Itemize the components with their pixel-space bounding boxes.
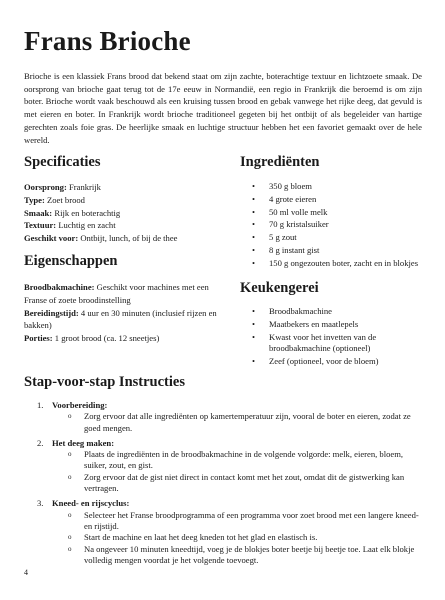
tool-item: • Zeef (optioneel, voor de bloem)	[240, 356, 422, 367]
step-item	[24, 438, 422, 494]
steps-heading: Stap-voor-stap Instructies	[24, 374, 185, 390]
step-item	[24, 400, 422, 434]
ingredient-item: • 50 ml volle melk	[240, 207, 422, 218]
page-title: Frans Brioche	[24, 26, 191, 56]
ingredient-item: • 5 g zout	[240, 232, 422, 243]
prop-item: Bereidingstijd: 4 uur en 30 minuten (inclusief rijzen en bakken)	[24, 307, 217, 331]
tools-heading: Keukengerei	[240, 280, 319, 297]
ingredients-heading: Ingrediënten	[240, 154, 320, 170]
ingredient-item: • 4 grote eieren	[240, 194, 422, 205]
spec-item: Textuur: Luchtig en zacht	[24, 220, 116, 231]
substep-item: o Zorg ervoor dat de gist niet direct in contact komt met het zout, omdat dit de gistwerking kan vertragen.	[52, 472, 422, 495]
ingredient-item: • 8 g instant gist	[240, 245, 422, 256]
step-item	[24, 498, 422, 566]
substep-item: o Zorg ervoor dat alle ingrediënten op kamertemperatuur zijn, vooral de boter en eieren, zodat ze goed mengen.	[52, 411, 422, 434]
substep-item: o Selecteer het Franse broodprogramma of een programma voor zoet brood met een langere kneed- en rijstijd.	[52, 510, 422, 533]
specs-heading: Specificaties	[24, 154, 101, 170]
ingredient-item: • 150 g ongezouten boter, zacht en in blokjes	[240, 258, 422, 269]
left-column	[24, 154, 224, 345]
step-substeps	[52, 510, 422, 566]
step-title: Voorbereiding:	[52, 400, 108, 410]
specs-list	[24, 181, 224, 245]
prop-item: Porties: 1 groot brood (ca. 12 sneetjes)	[24, 333, 160, 344]
intro-paragraph: Brioche is een klassiek Frans brood dat bekend staat om zijn zachte, boterachtige textuur en lichtzoete smaak. De oorsprong van brioche gaat terug tot de 17e eeuw in Normandië, een regio in Frankrijk die beroemd is om zijn boter. Brioche wordt vaak beschouwd als een kruising tussen brood en gebak vanwege het rijke deeg, dat gevuld is met eieren en boter. In Frankrijk wordt brioche traditioneel gegeten bij het ontbijt of als begeleider van hartige gerechten zoals foie gras. De heerlijke smaak en luchtige structuur hebben het een favoriet gemaakt over de hele wereld.	[24, 71, 422, 145]
steps-list	[24, 400, 422, 570]
ingredient-item: • 70 g kristalsuiker	[240, 219, 422, 230]
step-title: Het deeg maken:	[52, 437, 115, 448]
substep-item: o Na ongeveer 10 minuten kneedtijd, voeg je de blokjes boter beetje bij beetje toe. Laat elk blokje volledig mengen voordat je het volgende toevoegt.	[52, 544, 422, 567]
tools-list	[240, 306, 422, 367]
spec-item: Smaak: Rijk en boterachtig	[24, 207, 121, 218]
tool-item: • Maatbekers en maatlepels	[240, 319, 422, 330]
tool-item: • Kwast voor het invetten van de broodbakmachine (optioneel)	[240, 332, 422, 355]
ingredients-list	[240, 181, 422, 269]
step-number: 2.	[37, 437, 44, 448]
props-heading: Eigenschappen	[24, 252, 118, 269]
substep-item: o Plaats de ingrediënten in de broodbakmachine in de volgende volgorde: melk, eieren, bloem, suiker, zout, en gist.	[52, 449, 422, 472]
spec-item: Geschikt voor: Ontbijt, lunch, of bij de thee	[24, 233, 178, 244]
spec-item: Type: Zoet brood	[24, 194, 85, 205]
step-number: 3.	[37, 498, 44, 509]
substep-item: o Start de machine en laat het deeg kneden tot het glad en elastisch is.	[52, 532, 422, 543]
spec-item: Oorsprong: Frankrijk	[24, 182, 101, 192]
tool-item: • Broodbakmachine	[240, 306, 422, 317]
props-list	[24, 281, 224, 345]
step-number: 1.	[37, 400, 44, 410]
step-substeps	[52, 411, 422, 434]
ingredient-item: • 350 g bloem	[240, 181, 422, 192]
step-substeps	[52, 449, 422, 494]
step-title: Kneed- en rijscyclus:	[52, 498, 130, 509]
right-column	[240, 154, 422, 369]
page-number: 4	[24, 568, 28, 577]
prop-item: Broodbakmachine: Geschikt voor machines met een Franse of zoete broodinstelling	[24, 281, 209, 305]
